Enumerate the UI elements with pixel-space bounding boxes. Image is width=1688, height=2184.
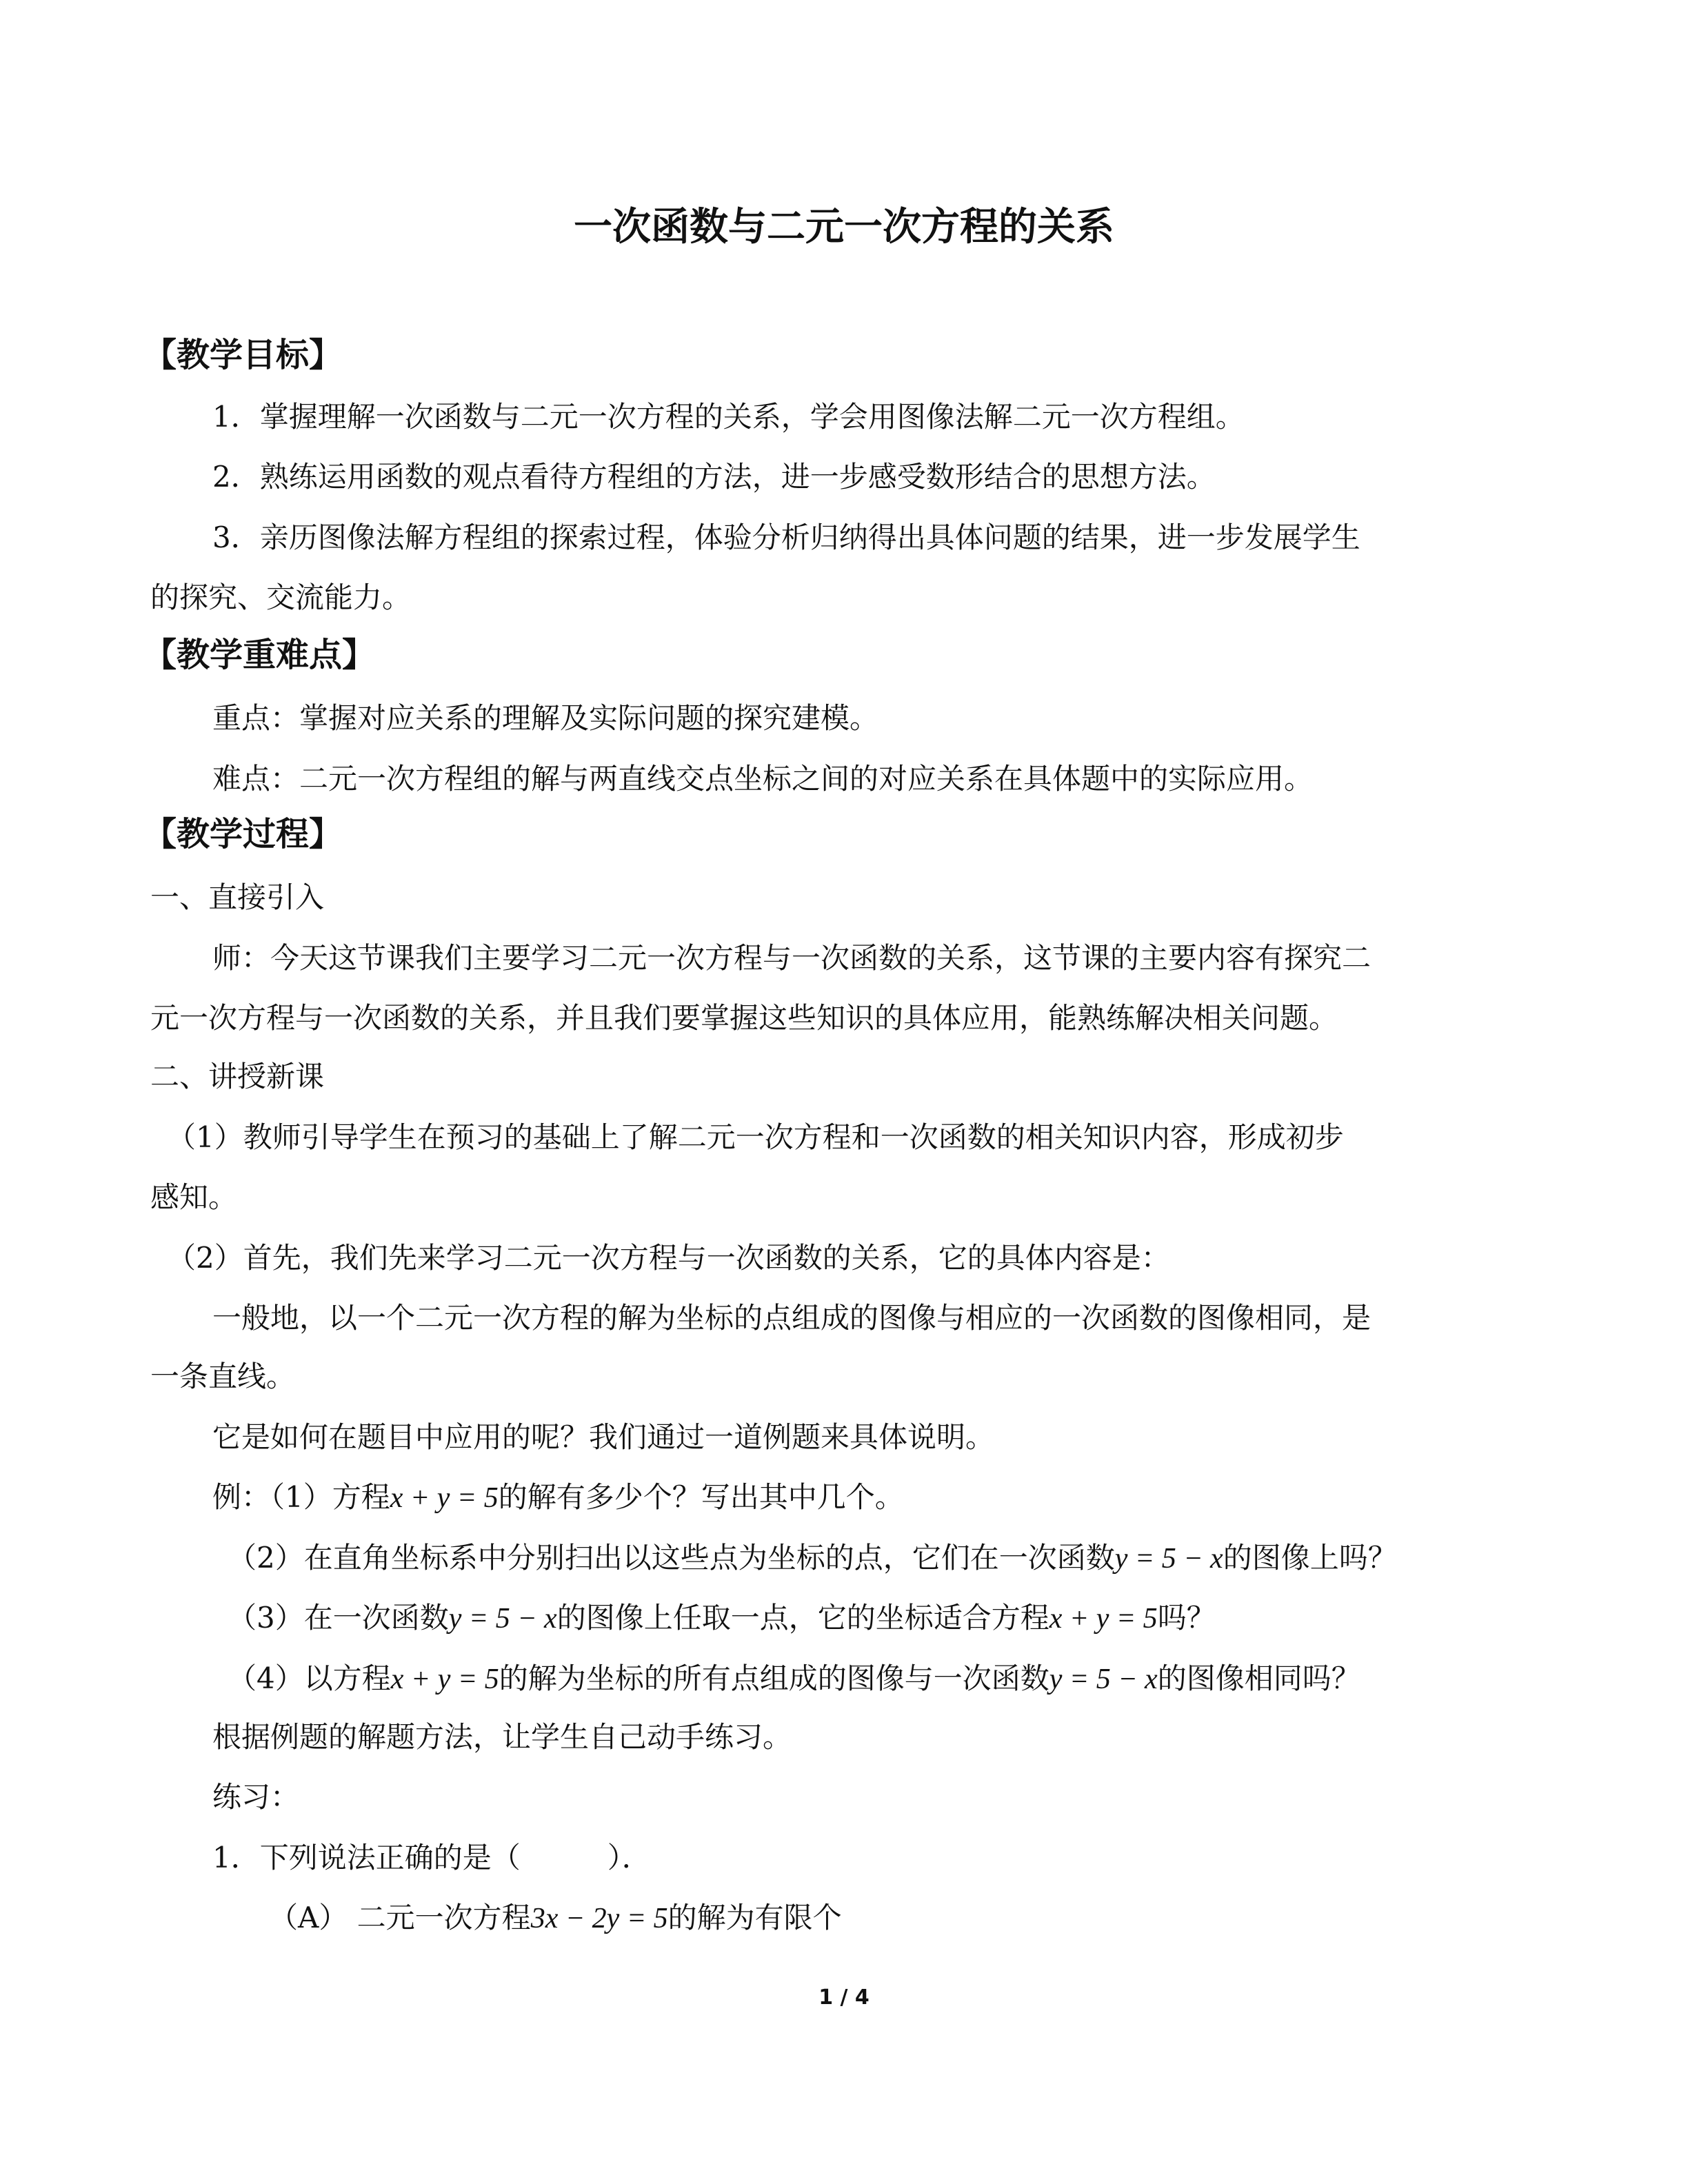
example-intro: 它是如何在题目中应用的呢？我们通过一道例题来具体说明。 [212, 1420, 995, 1454]
example-question-3-text: （3）在一次函数 [228, 1601, 449, 1635]
equation: x + y = 5 [390, 1482, 499, 1514]
example-question-4 [228, 1658, 1360, 1700]
function-expression: y = 5 − x [1049, 1664, 1158, 1695]
equation: x + y = 5 [390, 1664, 499, 1695]
example-question-1-text-end: 的解有多少个？写出其中几个。 [498, 1480, 904, 1514]
equation: x + y = 5 [1049, 1603, 1158, 1635]
intro-paragraph-line2: 元一次方程与一次函数的关系，并且我们要掌握这些知识的具体应用，能熟练解决相关问题。 [150, 1001, 1338, 1035]
page-number: 1 / 4 [818, 1985, 870, 2010]
definition-line2: 一条直线。 [150, 1359, 296, 1393]
example-question-3-text-end: 吗？ [1157, 1601, 1216, 1635]
option-a-text: （A） 二元一次方程 [269, 1901, 531, 1934]
example-question-3 [228, 1597, 1216, 1639]
example-question-2-text-end: 的图像上吗？ [1223, 1541, 1397, 1575]
example-question-2 [228, 1537, 1397, 1579]
practice-intro: 根据例题的解题方法，让学生自己动手练习。 [212, 1720, 792, 1754]
example-question-1-text: 例：（1）方程 [212, 1480, 390, 1514]
section-heading-goals: 【教学目标】 [143, 336, 343, 374]
goal-item-1: 1．掌握理解一次函数与二元一次方程的关系，学会用图像法解二元一次方程组。 [212, 400, 1245, 434]
goal-item-2: 2．熟练运用函数的观点看待方程组的方法，进一步感受数形结合的思想方法。 [212, 460, 1216, 494]
step-1-line1: （1）教师引导学生在预习的基础上了解二元一次方程和一次函数的相关知识内容，形成初步 [167, 1120, 1344, 1154]
option-a-text-end: 的解为有限个 [667, 1901, 842, 1934]
goal-item-3-line2: 的探究、交流能力。 [150, 580, 412, 614]
step-1-line2: 感知。 [150, 1180, 238, 1214]
practice-heading: 练习： [212, 1780, 300, 1814]
subsection-new-lesson-heading: 二、讲授新课 [150, 1060, 325, 1093]
example-question-2-text: （2）在直角坐标系中分别扫出以这些点为坐标的点，它们在一次函数 [228, 1541, 1115, 1575]
section-heading-process: 【教学过程】 [143, 815, 343, 853]
section-heading-keypoints: 【教学重难点】 [143, 636, 376, 674]
definition-line1: 一般地，以一个二元一次方程的解为坐标的点组成的图像与相应的一次函数的图像相同，是 [212, 1301, 1372, 1335]
function-expression: y = 5 − x [448, 1603, 557, 1635]
keypoint-difficulty: 难点：二元一次方程组的解与两直线交点坐标之间的对应关系在具体题中的实际应用。 [212, 762, 1314, 796]
example-question-4-text-mid: 的解为坐标的所有点组成的图像与一次函数 [499, 1661, 1049, 1695]
practice-question-1: 1．下列说法正确的是（ ）． [212, 1841, 651, 1874]
goal-item-3-line1: 3．亲历图像法解方程组的探索过程，体验分析归纳得出具体问题的结果，进一步发展学生 [212, 520, 1360, 554]
keypoint-focus: 重点：掌握对应关系的理解及实际问题的探究建模。 [212, 701, 879, 735]
practice-option-a [269, 1897, 842, 1939]
subsection-intro-heading: 一、直接引入 [150, 880, 325, 914]
example-question-4-text-end: 的图像相同吗？ [1157, 1661, 1360, 1695]
function-expression: y = 5 − x [1114, 1543, 1223, 1575]
document-title: 一次函数与二元一次方程的关系 [574, 205, 1114, 250]
example-question-1 [212, 1477, 904, 1519]
step-2: （2）首先，我们先来学习二元一次方程与一次函数的关系，它的具体内容是： [167, 1241, 1170, 1275]
equation: 3x − 2y = 5 [530, 1903, 668, 1934]
example-question-3-text-mid: 的图像上任取一点，它的坐标适合方程 [556, 1601, 1049, 1635]
intro-paragraph-line1: 师：今天这节课我们主要学习二元一次方程与一次函数的关系，这节课的主要内容有探究二 [212, 941, 1372, 975]
example-question-4-text: （4）以方程 [228, 1661, 391, 1695]
